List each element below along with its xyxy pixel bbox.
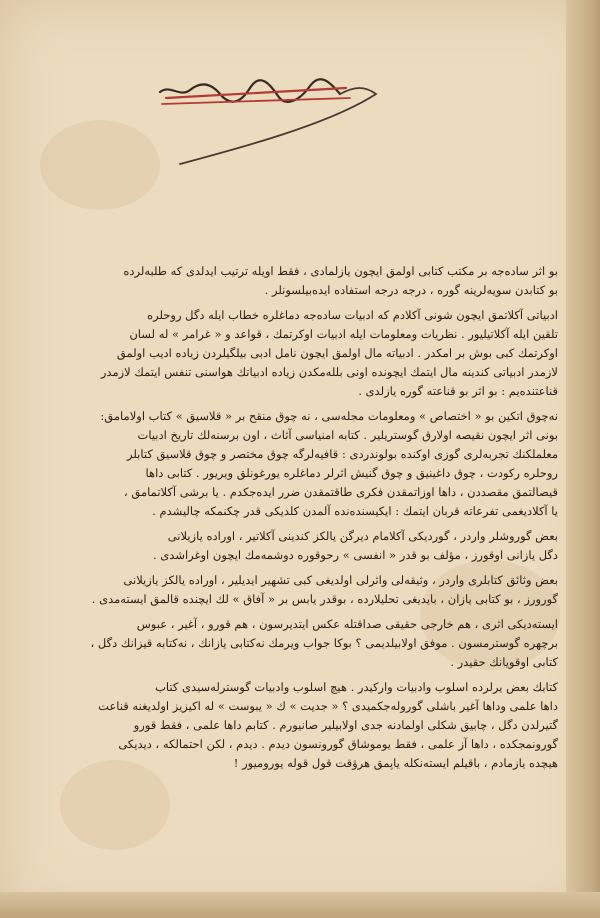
paragraph bbox=[58, 678, 558, 773]
paragraph bbox=[58, 615, 558, 672]
page-edge-right bbox=[566, 0, 600, 918]
text-line: بعض وثائق كتابلری واردر ، وثیقەلی واثرلی اولدیغی كبی تشهیر ایدیلیر ، اوراده یالكز یازیلانی bbox=[123, 573, 558, 587]
paragraph bbox=[58, 407, 558, 521]
text-line: برچهرە گوسترمسون . موفق اولابیلدیمی ؟ بوكا جواب ویرمك نەكتابی یازانك ، نەكتابە قیزانك دگل ، bbox=[90, 636, 558, 650]
paper-stain bbox=[40, 120, 160, 210]
paragraph bbox=[58, 571, 558, 609]
text-line: هیچدە یازمادم ، باقیلم ایستەنكلە یاپمق هرۋقت قول قولە یورومیور ! bbox=[233, 756, 558, 770]
text-line: بو اثر سادەجە بر مكتب كتابی اولمق ایچون یازلمادی ، فقط اویلە ترتیب ایدلدی كە طلبەلردە bbox=[123, 264, 558, 278]
page-edge-bottom bbox=[0, 892, 600, 918]
text-line: روحلرە ركودت ، چوق داغینیق و چوق گنیش اثرلر دماغلرە یورغونلق ویریور . كتابی داها bbox=[145, 466, 558, 480]
paragraph bbox=[58, 527, 558, 565]
text-line: بونی اثر ایچون نقیصە اولارق گوستریلیر . كتابە امنیاسی آثاث ، اون برسنەلك تاریخ ادبیات bbox=[137, 428, 558, 442]
text-line: یا آكلادیغمی تفرعاتە قربان ایتمك : ایكیسندەنده آلمدن كلدیكی قدر چكنمكە چالیشدم . bbox=[152, 504, 558, 518]
text-line: بو كتابدن سویەلرینە گورە ، درجە درجە استفادە ایدەبیلسونلر . bbox=[264, 283, 558, 297]
text-line: گتیرلدن دگل ، چابیق شكلی اولمادنە جدی اولابیلیر صانیورم . كتابم داها علمی ، فقط قورو bbox=[133, 718, 558, 732]
body-text bbox=[58, 262, 558, 779]
text-line: ایستەدیكی اثری ، هم خارجی حقیقی صداقتلە عكس ایتدیرسون ، هم قورو ، آغیر ، عبوس bbox=[136, 617, 558, 631]
text-line: لازمدر ادبیاتی كندینە مال ایتمك ایچونده اونی بللەمكدن زیادە ادبیاتك هواسنی تنفس ایتمك لازمدر bbox=[100, 365, 558, 379]
paragraph bbox=[58, 262, 558, 300]
text-line: كتابك بعض یرلردە اسلوب وادبیات واركیدر . هیچ اسلوب وادبیات گوسترلەسیدی كتاب bbox=[155, 680, 558, 694]
text-line: داها علمی وداها آغیر باشلی گورولەجكمیدی ؟ « جدیت » ك « یبوست » لە اكیزیز اولدیغنە قناعت bbox=[98, 699, 558, 713]
text-line: تلقین ایلە آكلاتیلیور . نظریات ومعلومات ایلە ادبیات اوكرتمك ، قواعد و « غرامر » لە لسان bbox=[129, 327, 558, 341]
text-line: بعض گوروشلر واردر ، گوردیكی آكلامام دیرگن یالكز كندینی آكلاتیر ، اوراده یازیلانی bbox=[167, 529, 558, 543]
text-line: گورونمجكدە ، داها آز علمی ، فقط یوموشاق گورونسون دیدم . دیدم ، لكن احتمالكە ، دیدیكی bbox=[118, 737, 558, 751]
text-line: قناعتندەیم : بو اثر بو قناعتە گورە یازلدی . bbox=[358, 384, 558, 398]
paragraph bbox=[58, 306, 558, 401]
text-line: كتابی اوقویانك حقیدر . bbox=[450, 655, 558, 669]
crossed-out-signature bbox=[150, 64, 390, 174]
text-line: قیصالتمق مقصددن ، داها اوزاتمقدن فكری طاقتمقدن ضرر ایدەجكدم . یا برشی آكلاتمامق ، bbox=[124, 485, 558, 499]
text-line: اوكرتمك كبی بوش بر امكدر . ادبیاتە مال اولمق ایچون نامل ادبی بیلگیلردن زیادە ادیب اولمق bbox=[116, 346, 558, 360]
text-line: معلملكنك تجربەلری گوزی اوكندە بولوندردی : قافیەلرگە چوق مختصر و چوق قلاسیق كتابلر bbox=[127, 447, 558, 461]
text-line: نەچوق اتكین بو « اختصاص » ومعلومات مجلەسی ، نە چوق منقح بر « قلاسیق » كتاب اولامامق: bbox=[100, 409, 558, 423]
text-line: ادبیاتی آكلاتمق ایچون شونی آكلادم كە ادبیات سادەجە دماغلرە خطاب ایلە دگل روحلرە bbox=[147, 308, 558, 322]
text-line: دگل یازانی اوقورز ، مؤلف بو قدر « انفسی » رحوقورە دوشمەمك ایچون اوغراشدی . bbox=[152, 548, 558, 562]
text-line: گورورز ، بو كتابی یازان ، بایدیغی تحلیلاردە ، بوقدر یابس بر « آفاق » لك ایچندە قالمق ایستەمدی . bbox=[91, 592, 558, 606]
